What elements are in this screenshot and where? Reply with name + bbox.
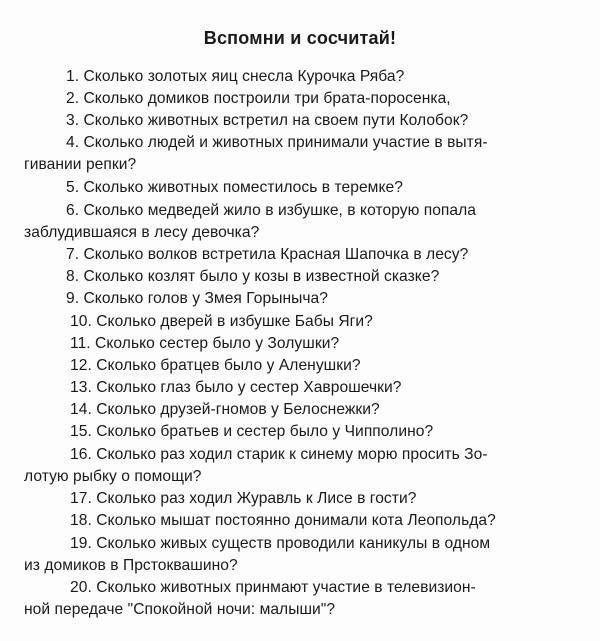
question-20: 20. Сколько животных принмают участие в телевизион- xyxy=(70,579,476,596)
question-19-continued: из домиков в Прстоквашино? xyxy=(24,557,238,574)
question-4: 4. Сколько людей и животных принимали участие в вытя- xyxy=(66,134,488,151)
page-title: Вспомни и сосчитай! xyxy=(203,28,397,48)
question-16: 16. Сколько раз ходил старик к синему морю просить Зо- xyxy=(70,446,488,463)
question-18: 18. Сколько мышат постоянно донимали кота Леопольда? xyxy=(70,512,496,529)
question-16-continued: лотую рыбку о помощи? xyxy=(24,468,202,485)
question-14: 14. Сколько друзей-гномов у Белоснежки? xyxy=(70,401,380,418)
question-19: 19. Сколько живых существ проводили каникулы в одном xyxy=(70,535,491,552)
question-12: 12. Сколько братцев было у Аленушки? xyxy=(70,357,361,374)
question-6: 6. Сколько медведей жило в избушке, в которую попала xyxy=(66,202,477,219)
question-3: 3. Сколько животных встретил на своем пути Колобок? xyxy=(66,112,469,129)
question-8: 8. Сколько козлят было у козы в известной сказке? xyxy=(66,268,440,285)
question-4-continued: гивании репки? xyxy=(24,156,137,173)
question-15: 15. Сколько братьев и сестер было у Чипполино? xyxy=(70,423,434,440)
question-20-continued: ной передаче "Спокойной ночи: малыши"? xyxy=(24,601,336,618)
question-13: 13. Сколько глаз было у сестер Хаврошечки? xyxy=(70,379,402,396)
question-9: 9. Сколько голов у Змея Горыныча? xyxy=(66,290,328,307)
question-11: 11. Сколько сестер было у Золушки? xyxy=(70,335,340,352)
question-17: 17. Сколько раз ходил Журавль к Лисе в гости? xyxy=(70,490,417,507)
question-6-continued: заблудившаяся в лесу девочка? xyxy=(24,224,260,241)
question-1: 1. Сколько золотых яиц снесла Курочка Ряба? xyxy=(66,68,405,85)
question-5: 5. Сколько животных поместилось в теремке? xyxy=(66,179,403,196)
question-10: 10. Сколько дверей в избушке Бабы Яги? xyxy=(70,313,373,330)
question-2: 2. Сколько домиков построили три брата-поросенка, xyxy=(66,90,451,107)
question-7: 7. Сколько волков встретила Красная Шапочка в лесу? xyxy=(66,246,469,263)
